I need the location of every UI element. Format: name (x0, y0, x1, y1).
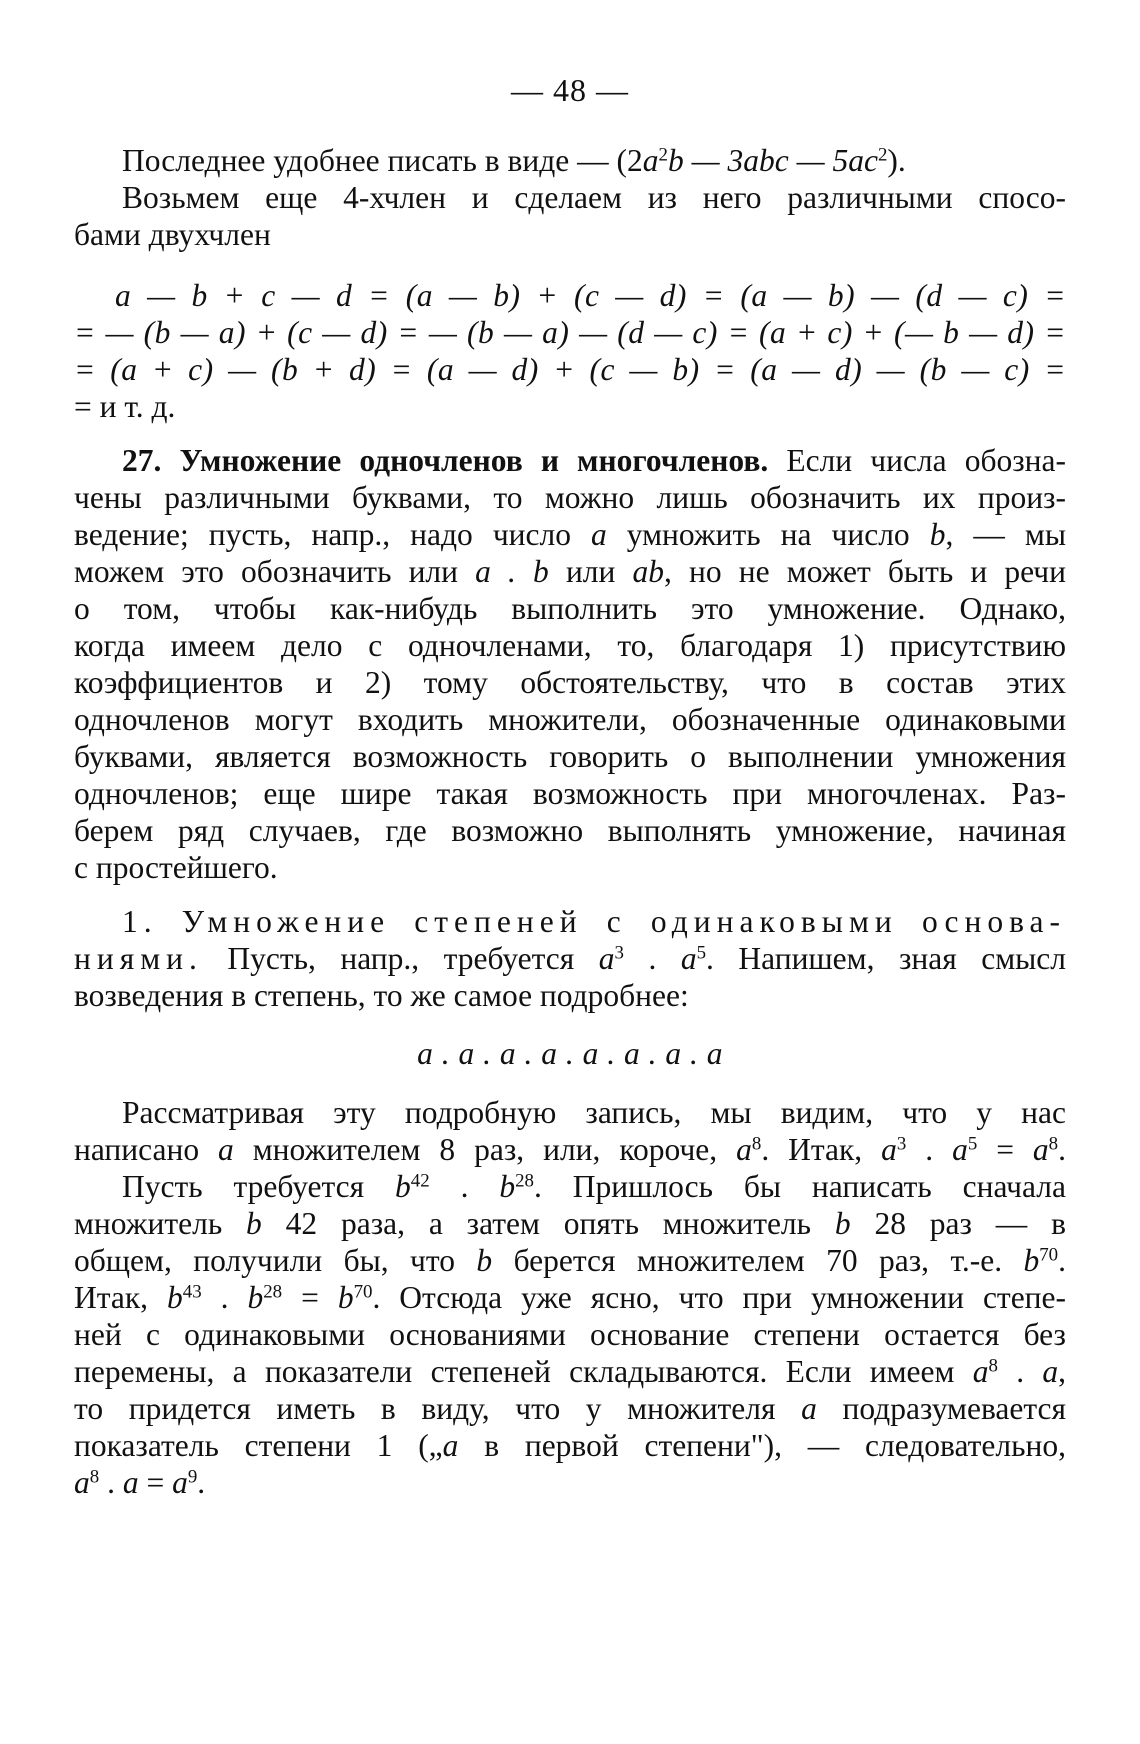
text-line: одночленов; еще шире такая возможность при многочленах. Раз- (74, 776, 1066, 811)
text-line: берем ряд случаев, где возможно выполнять умножение, начиная (74, 813, 1066, 848)
text-line: ней с одинаковыми основаниями основание степени остается без (74, 1317, 1066, 1352)
text-line: ведение; пусть, напр., надо число a умножить на число b, — мы (74, 517, 1066, 552)
text-line: Пусть требуется $b^{42}$ . $b^{28}$. Пришлось бы написать сначала (122, 1169, 1066, 1204)
text-line: Возьмем еще 4-хчлен и сделаем из него различными спосо- (122, 180, 1066, 215)
text-line: Итак, $b^{43}$ . $b^{28} = b^{70}$. Отсюда уже ясно, что при умножении степе- (74, 1280, 1067, 1315)
product-formula: a . a . a . a . a . a . a . a (417, 1036, 723, 1071)
section-heading-line: 27. Умножение одночленов и многочленов. Если числа обозна- (122, 443, 1067, 478)
equation-line: = и т. д. (74, 389, 176, 424)
text-line: коэффициентов и 2) тому обстоятельству, что в состав этих (74, 665, 1066, 700)
subsection-heading-line: 1. Умножение степеней с одинаковыми основа- (122, 904, 1066, 939)
equation-line: = (a + c) — (b + d) = (a — d) + (c — b) = (a — d) — (b — c) = (74, 352, 1066, 387)
text-line: чены различными буквами, то можно лишь обозначить их произ- (74, 480, 1066, 515)
page-number: — 48 — (511, 72, 629, 108)
text-line: с простейшего. (74, 850, 278, 885)
text-line: бами двухчлен (74, 217, 271, 252)
text-line: Последнее удобнее писать в виде — ($2a^2b$ — 3abc — $5ac^2$). (122, 143, 906, 178)
equation-line: a — b + c — d = (a — b) + (c — d) = (a — b) — (d — c) = (115, 278, 1066, 313)
section-heading: 27. Умножение одночленов и многочленов. (122, 443, 769, 478)
text-line: общем, получили бы, что b берется множителем 70 раз, т.-е. $b^{70}$. (74, 1243, 1066, 1278)
text-line: то придется иметь в виду, что у множителя a подразумевается (74, 1391, 1066, 1426)
text-line: буквами, является возможность говорить о выполнении умножения (74, 739, 1066, 774)
text-line: одночленов могут входить множители, обозначенные одинаковыми (74, 702, 1066, 737)
text-line: о том, чтобы как-нибудь выполнить это умножение. Однако, (74, 591, 1066, 626)
text-line: перемены, а показатели степеней складываются. Если имеем $a^8$ . a, (74, 1354, 1066, 1389)
text-line: можем это обозначить или a . b или ab, но не может быть и речи (74, 554, 1066, 589)
text-line: Рассматривая эту подробную запись, мы видим, что у нас (122, 1095, 1066, 1130)
text-line: показатель степени 1 („a в первой степени"), — следовательно, (74, 1428, 1066, 1463)
text-line: ниями. Пусть, напр., требуется $a^3$ . $a^5$. Напишем, зная смысл (74, 941, 1067, 976)
text-line: написано a множителем 8 раз, или, короче, $a^8$. Итак, $a^3$ . $a^5 = a^8$. (74, 1132, 1066, 1167)
text-line: возведения в степень, то же самое подробнее: (74, 978, 689, 1013)
text-line: когда имеем дело с одночленами, то, благодаря 1) присутствию (74, 628, 1066, 663)
text-line: множитель b 42 раза, а затем опять множитель b 28 раз — в (74, 1206, 1066, 1241)
equation-line: = — (b — a) + (c — d) = — (b — a) — (d — c) = (a + c) + (— b — d) = (74, 315, 1066, 350)
text-line: $a^8$ . $a = a^9$. (74, 1465, 206, 1500)
